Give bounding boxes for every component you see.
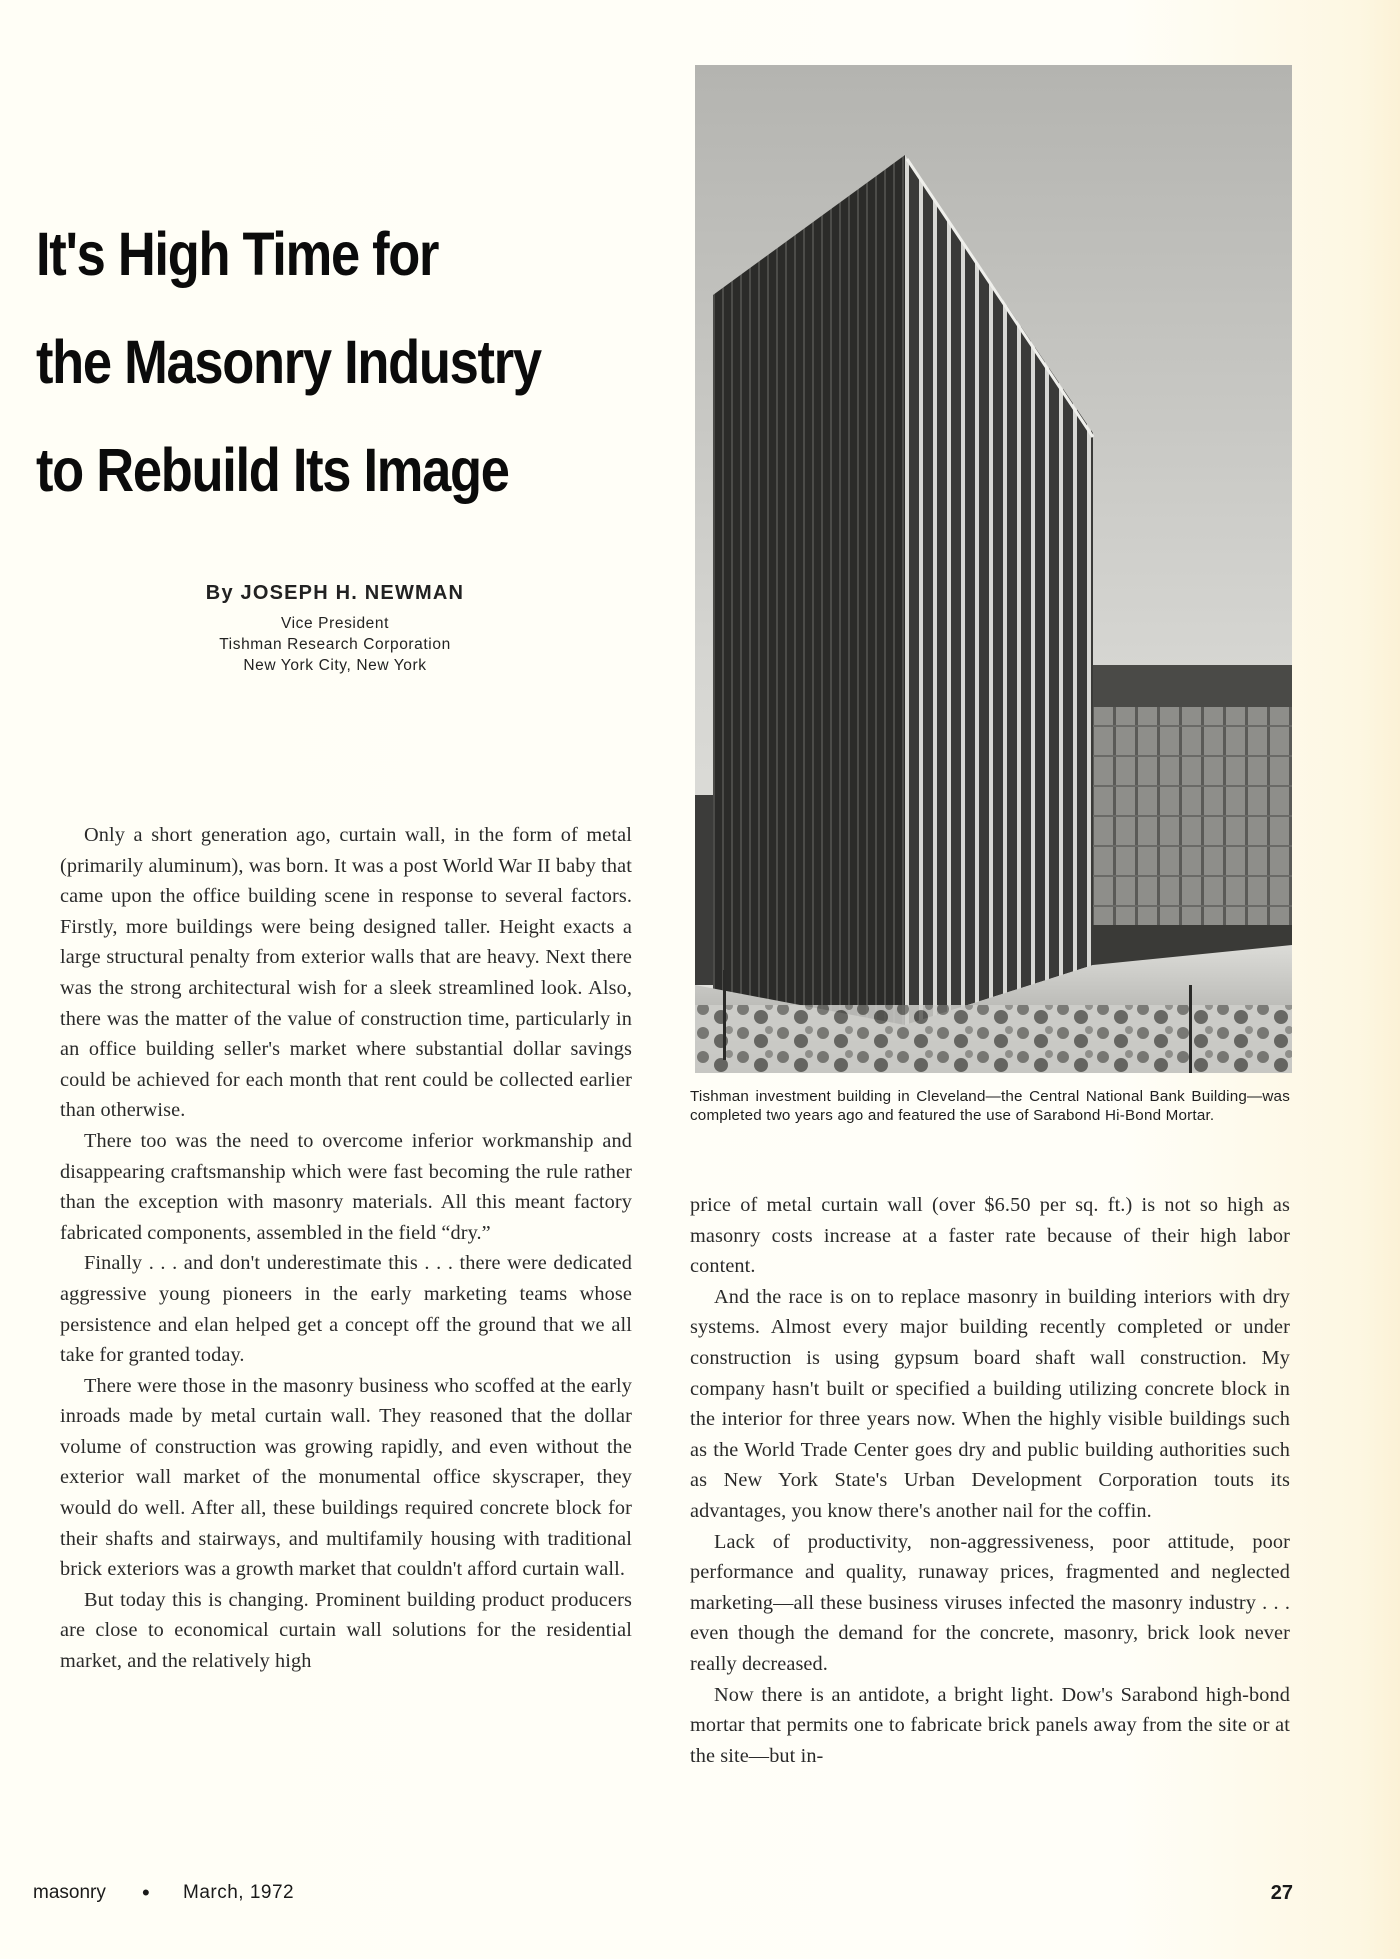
left-column [60, 820, 632, 1677]
author-position: Vice President [280, 615, 390, 632]
photo-caption: Tishman investment building in Cleveland—the Central National Bank Building—was completed two years ago and featured the use of Sarabond Hi-Bond Mortar. [690, 1088, 1290, 1124]
paragraph: Finally . . . and don't underestimate this . . . there were dedicated aggressive young pioneers in the early marketing teams whose persistence and elan helped get a concept off the ground that we all take for granted today. [60, 1252, 632, 1367]
author-name: By JOSEPH H. NEWMAN [205, 582, 465, 604]
author-organization: Tishman Research Corporation [219, 636, 451, 653]
paragraph: But today this is changing. Prominent building product producers are close to economical curtain wall solutions for the residential market, and the relatively high [60, 1588, 632, 1673]
building-photo [695, 65, 1292, 1073]
title-line: the Masonry Industry [36, 328, 541, 396]
issue-date: March, 1972 [183, 1882, 295, 1903]
bullet-separator: • [142, 1880, 150, 1905]
byline [150, 582, 520, 676]
paragraph: Now there is an antidote, a bright light. Dow's Sarabond high-bond mortar that permits one to fabricate brick panels away from the site or at the site—but in- [690, 1683, 1290, 1767]
author-location: New York City, New York [243, 657, 427, 674]
title-line: to Rebuild Its Image [36, 436, 509, 504]
article-title [36, 200, 569, 524]
title-line: It's High Time for [36, 220, 439, 288]
paragraph: There were those in the masonry business who scoffed at the early inroads made by metal curtain wall. They reasoned that the dollar volume of construction was growing rapidly, and even without the exterior wall market of the monumental office skyscraper, they would do well. After all, these buildings required concrete block for their shafts and stairways, and multifamily housing with traditional brick exteriors was a growth market that couldn't afford curtain wall. [60, 1374, 632, 1581]
paragraph-continued: price of metal curtain wall (over $6.50 per sq. ft.) is not so high as masonry costs increase at a faster rate because of their high labor content. [690, 1194, 1290, 1278]
paragraph: Only a short generation ago, curtain wall, in the form of metal (primarily aluminum), was born. It was a post World War II baby that came upon the office building scene in response to several factors. Firstly, more buildings were being designed taller. Height exacts a large structural penalty from exterior walls that are heavy. Next there was the strong architectural wish for a sleek streamlined look. Also, there was the matter of the value of construction time, particularly in an office building seller's market where substantial dollar savings could be achieved for each month that rent could be collected earlier than otherwise. [60, 824, 632, 1122]
paragraph: There too was the need to overcome inferior workmanship and disappearing craftsmanship which were fast becoming the rule rather than the exception with masonry materials. All this meant factory fabricated components, assembled in the field “dry.” [60, 1129, 632, 1244]
right-column [690, 1190, 1290, 1771]
magazine-name: masonry [33, 1882, 106, 1903]
paragraph: And the race is on to replace masonry in building interiors with dry systems. Almost every major building recently completed or under construction is using gypsum board shaft wall construction. My company hasn't built or specified a building utilizing concrete block in the interior for three years now. When the highly visible buildings such as the World Trade Center goes dry and public building authorities such as New York State's Urban Development Corporation touts its advantages, you know there's another nail for the coffin. [690, 1285, 1290, 1522]
building-photo-illustration [695, 65, 1292, 1073]
page-number: 27 [1270, 1882, 1293, 1904]
paragraph: Lack of productivity, non-aggressiveness, poor attitude, poor performance and quality, runaway prices, fragmented and neglected marketing—all these business viruses infected the masonry industry . . . even though the demand for the concrete, masonry, brick look never really decreased. [690, 1530, 1290, 1675]
